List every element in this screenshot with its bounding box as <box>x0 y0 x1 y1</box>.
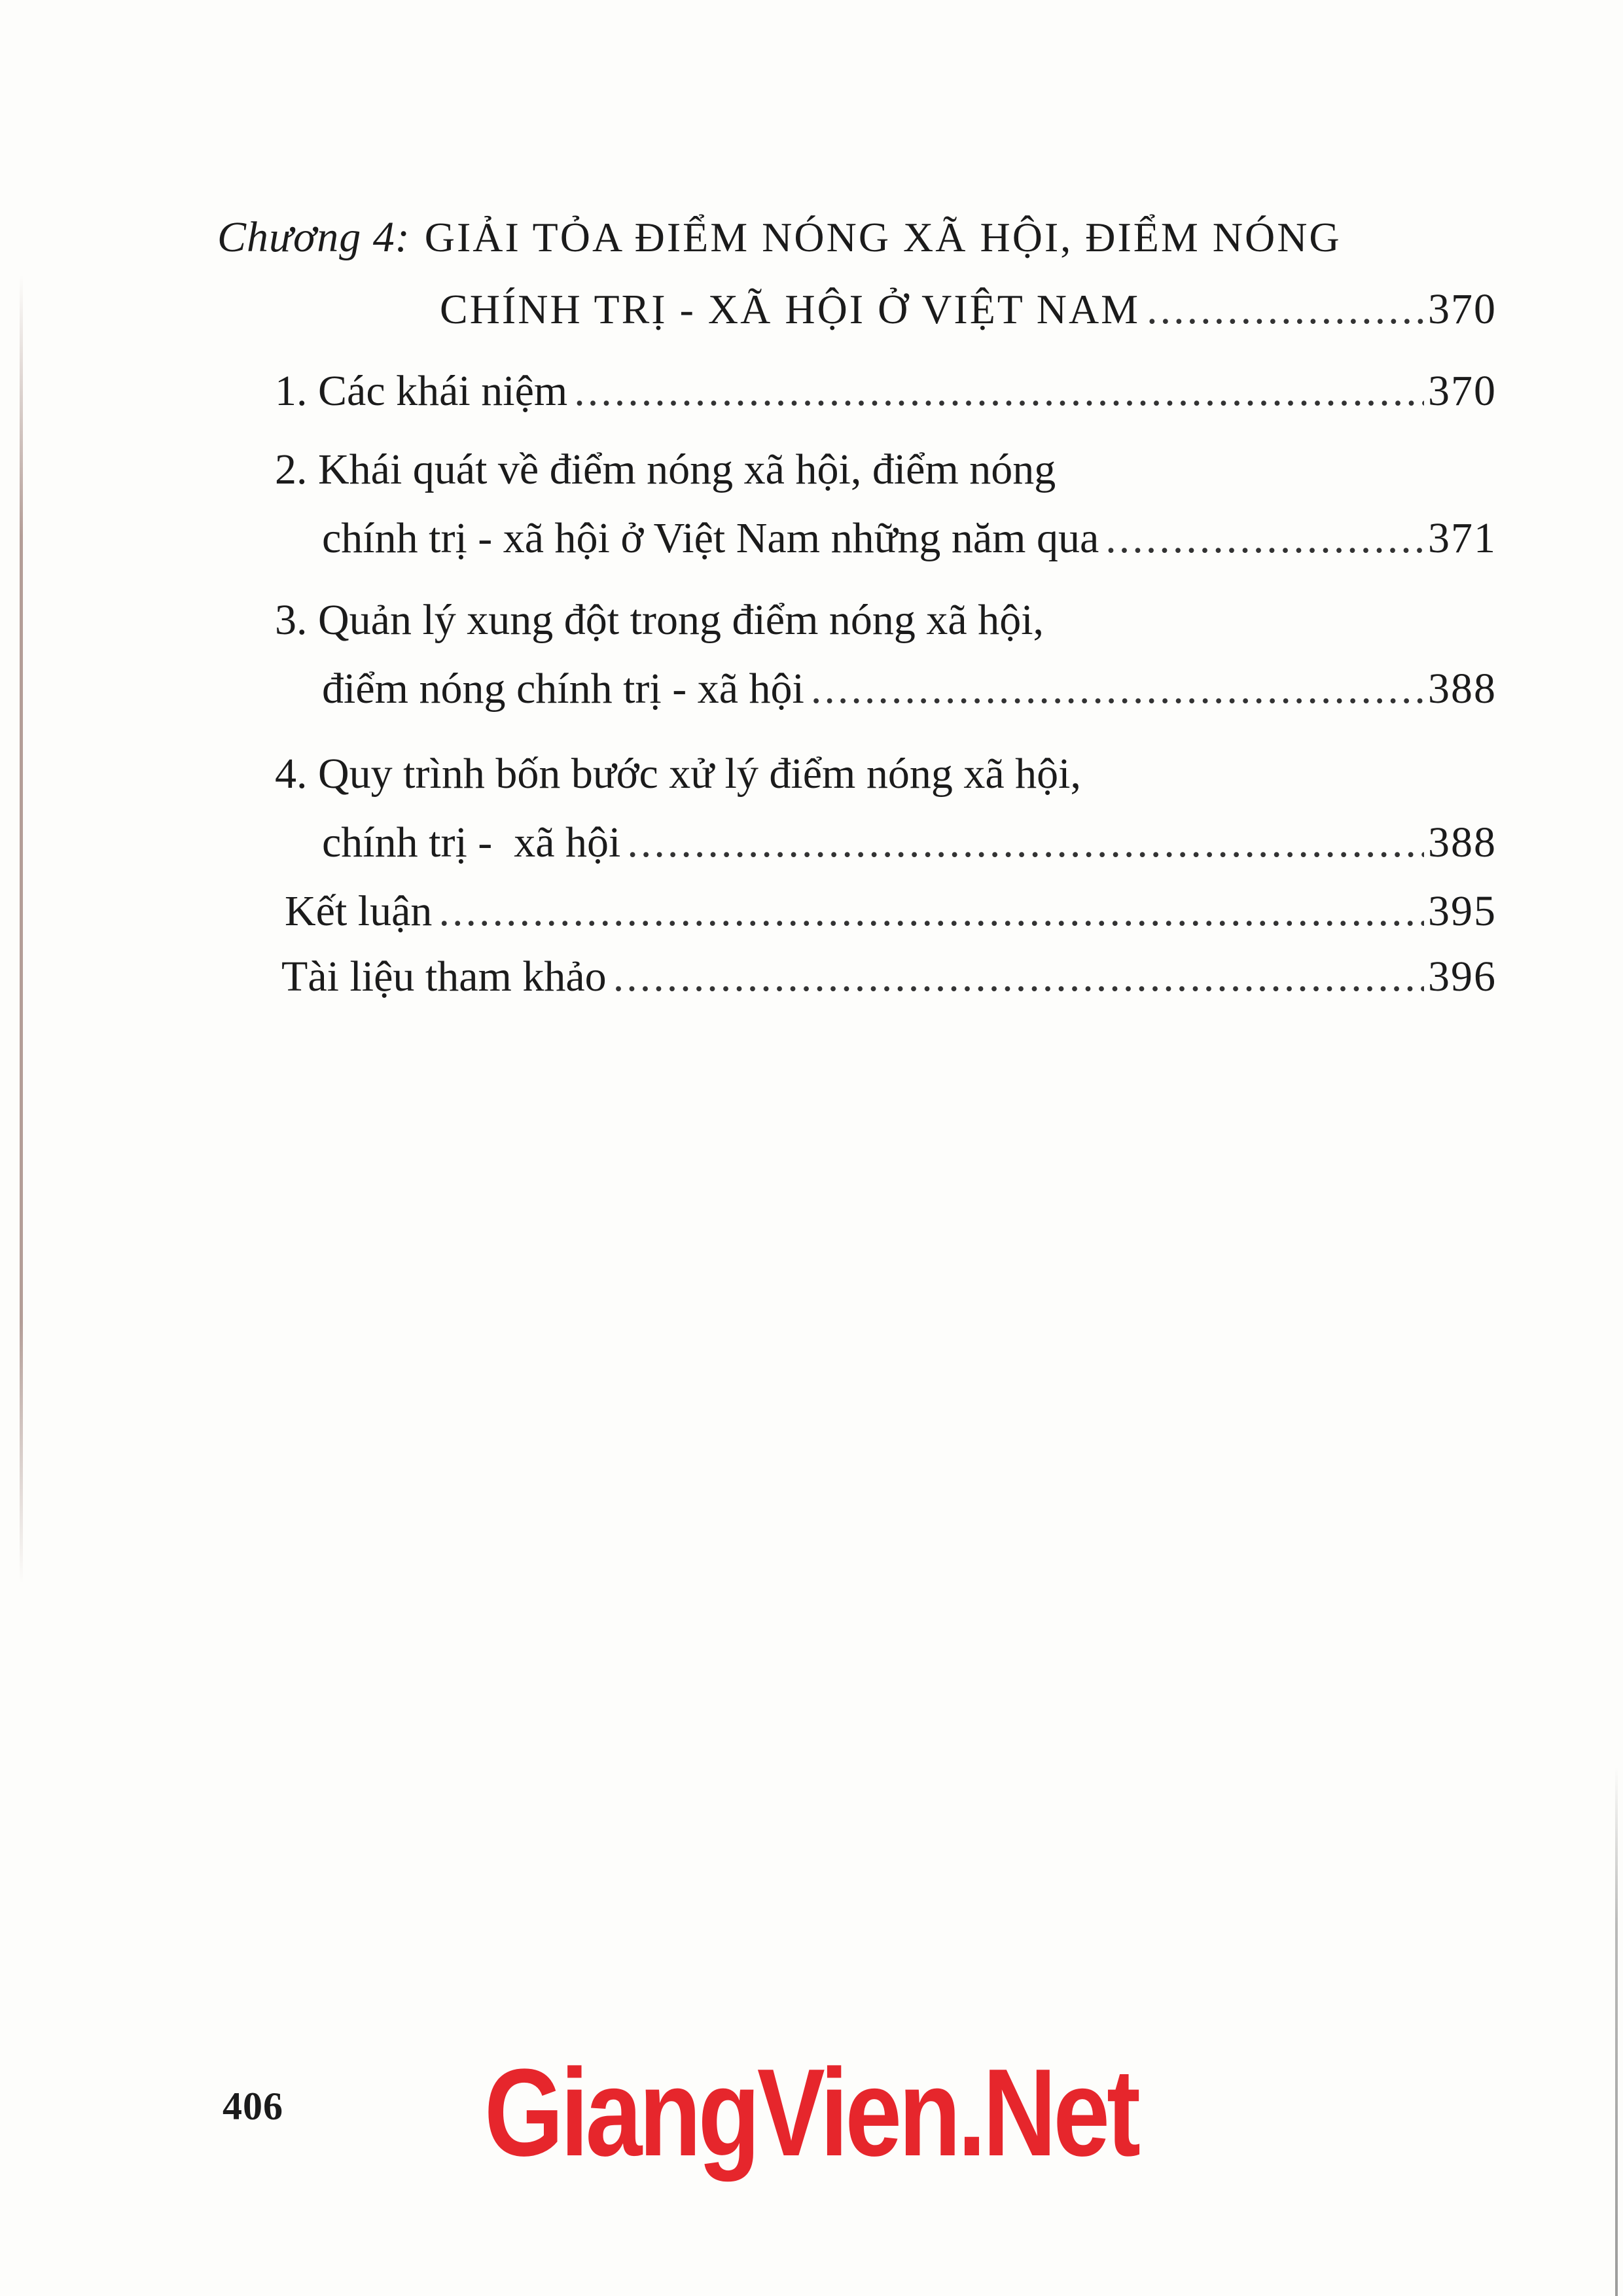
toc-references-page: 396 <box>1428 953 1497 1000</box>
dot-leader <box>574 370 1424 413</box>
page-number: 406 <box>223 2085 283 2128</box>
toc-entry-1-page: 370 <box>1428 367 1497 415</box>
chapter-heading-line2 <box>440 285 1497 333</box>
toc-entry-4-title-line1: 4. Quy trình bốn bước xử lý điểm nóng xã hội, <box>275 750 1081 798</box>
dot-leader <box>613 955 1424 998</box>
dot-leader <box>811 667 1424 711</box>
toc-entry-3-page: 388 <box>1428 665 1497 713</box>
toc-entry-4-page: 388 <box>1428 819 1497 866</box>
chapter-label: Chương 4: <box>217 213 410 261</box>
toc-entry-2-title-line2: chính trị - xã hội ở Việt Nam những năm qua <box>322 514 1099 562</box>
chapter-heading-line1 <box>217 213 1435 261</box>
chapter-title-line1: GIẢI TỎA ĐIỂM NÓNG XÃ HỘI, ĐIỂM NÓNG <box>424 214 1342 260</box>
dot-leader <box>1147 288 1424 331</box>
toc-entry-2-line2 <box>322 514 1497 562</box>
toc-entry-4-line2 <box>322 821 1497 864</box>
toc-references-title: Tài liệu tham khảo <box>281 953 607 1000</box>
toc-entry-4-title-line2: chính trị - xã hội <box>322 819 621 866</box>
chapter-page-number: 370 <box>1428 285 1497 333</box>
toc-conclusion <box>285 887 1497 935</box>
toc-entry-3-line1 <box>275 596 1044 644</box>
dot-leader <box>627 821 1424 864</box>
toc-entry-2-page: 371 <box>1428 514 1497 562</box>
toc-entry-3-line2 <box>322 667 1497 711</box>
toc-conclusion-title: Kết luận <box>285 887 433 935</box>
toc-entry-3-title-line1: 3. Quản lý xung đột trong điểm nóng xã hội, <box>275 596 1044 644</box>
toc-entry-3-title-line2: điểm nóng chính trị - xã hội <box>322 665 804 713</box>
toc-entry-1 <box>275 367 1497 415</box>
toc-entry-4-line1 <box>275 752 1081 796</box>
watermark-logo: GiangVien.Net <box>484 2043 1138 2182</box>
dot-leader <box>1105 517 1424 560</box>
toc-references <box>281 955 1497 998</box>
toc-entry-2-line1 <box>275 448 1056 491</box>
dot-leader <box>438 890 1424 933</box>
toc-entry-1-title: 1. Các khái niệm <box>275 367 568 415</box>
toc-entry-2-title-line1: 2. Khái quát về điểm nóng xã hội, điểm nóng <box>275 446 1056 493</box>
chapter-title-line2: CHÍNH TRỊ - XÃ HỘI Ở VIỆT NAM <box>440 286 1141 332</box>
toc-conclusion-page: 395 <box>1428 887 1497 935</box>
